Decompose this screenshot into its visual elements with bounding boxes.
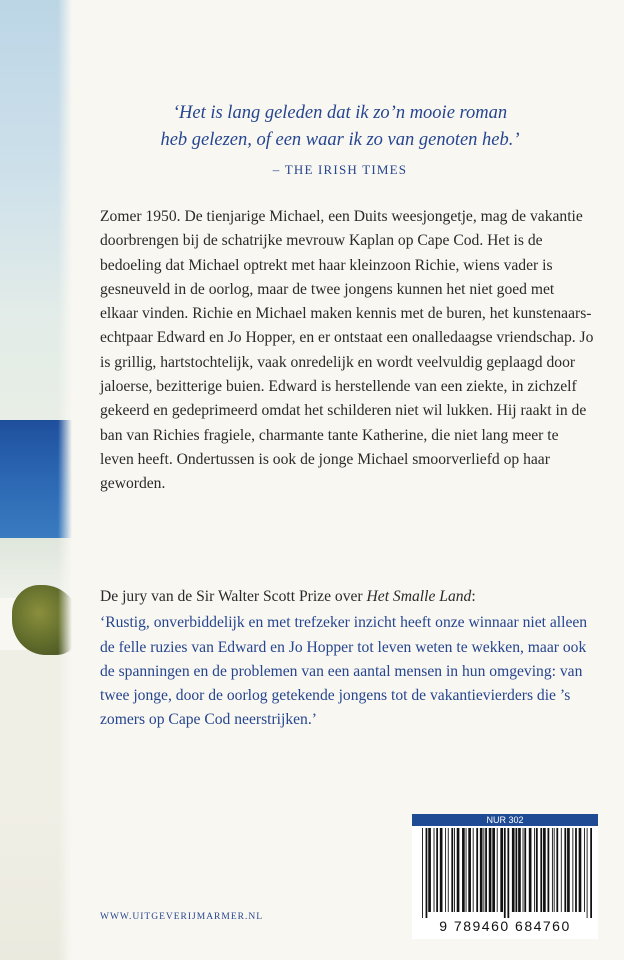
barcode-bar	[483, 828, 484, 912]
jury-colon: :	[471, 588, 476, 605]
isbn-barcode	[412, 814, 598, 939]
barcode-bar	[512, 828, 515, 912]
barcode-bar	[466, 828, 467, 912]
barcode-bar	[480, 828, 483, 912]
barcode-bar	[445, 828, 446, 912]
barcode-bar	[579, 828, 582, 912]
press-quote	[100, 100, 580, 183]
barcode-bar	[529, 828, 532, 912]
barcode-bar	[422, 828, 423, 918]
barcode-bar	[428, 828, 431, 912]
barcode-bar	[523, 828, 524, 912]
barcode-bar	[561, 828, 562, 912]
barcode-bar	[556, 828, 558, 912]
barcode-bar	[543, 828, 546, 912]
barcode-bar	[462, 828, 465, 912]
barcode-bar	[426, 828, 428, 918]
barcode-bar	[567, 828, 570, 912]
barcode-bar	[547, 828, 549, 912]
barcode-bar	[434, 828, 435, 912]
isbn-number: 9 789460 684760	[439, 918, 571, 934]
publisher-website: WWW.UITGEVERIJMARMER.NL	[100, 912, 264, 922]
jury-book-title: Het Smalle Land	[366, 588, 472, 605]
jury-quote: ‘Rustig, onverbiddelijk en met trefzeker inzicht heeft onze winnaar niet alleen de felle ruzies van Edward en Jo Hopper tot leven weten te wekken, maar ook de spanningen en de problemen van een aantal mensen in hun omgeving: van twee jonge, door de oorlog getekende jongens tot de vakantievierders die ’s zomers op Cape Cod neerstrijken.’	[100, 614, 588, 729]
barcode-bar	[572, 828, 573, 912]
barcode-bar	[492, 828, 495, 912]
barcode-bar	[457, 828, 460, 912]
blurb-paragraph: Zomer 1950. De tienjarige Michael, een Duits weesjongetje, mag de vakantie doorbrengen bij de schatrijke mevrouw Kaplan op Cape Cod. Het is de bedoeling dat Michael optrekt met haar kleinzoon Richie, wiens vader is gesneuveld in de oorlog, maar de twee jongens kunnen het niet goed met elkaar vinden. Richie en Michael maken kennis met de buren, het kunstenaars-echtpaar Edward en Jo Hopper, en er ontstaat een onalledaagse vriendschap. Jo is grillig, hartstochtelijk, vaak onredelijk en wordt veelvuldig geplaagd door jaloerse, bezitterige buien. Edward is herstellende van een ziekte, in zichzelf gekeerd en gedeprimeerd omdat het schilderen niet wil lukken. Hij raakt in de ban van Richies fragiele, charmante tante Katherine, die niet lang meer te leven heeft. Ondertussen is ook de jonge Michael smoorverliefd op haar geworden.	[100, 208, 594, 493]
barcode-bar	[590, 828, 592, 918]
barcode-bar	[507, 828, 509, 918]
barcode-bar	[473, 828, 474, 912]
nur-code: NUR 302	[412, 814, 598, 826]
barcode-bar	[515, 828, 517, 912]
barcode-bar	[554, 828, 555, 912]
barcode-bar	[448, 828, 449, 912]
painting-fade-edge	[58, 0, 72, 960]
barcode-bar	[504, 828, 506, 918]
barcode-bar	[518, 828, 521, 912]
barcode-bar	[564, 828, 566, 912]
barcode-bar	[524, 828, 526, 912]
jury-intro-line	[100, 585, 596, 609]
barcode-bar	[476, 828, 478, 912]
barcode-bar	[534, 828, 535, 912]
barcode-bar	[584, 828, 585, 912]
press-quote-source: – THE IRISH TIMES	[272, 162, 408, 177]
barcode-bar	[436, 828, 438, 912]
barcode-bar	[500, 828, 503, 912]
barcode-bar	[536, 828, 538, 912]
barcode-bar	[575, 828, 577, 912]
barcode-bars	[422, 828, 592, 918]
book-blurb	[100, 205, 596, 497]
jury-intro: De jury van de Sir Walter Scott Prize over	[100, 588, 367, 605]
barcode-bar	[451, 828, 453, 912]
barcode-bar	[540, 828, 542, 912]
press-quote-line-1: ‘Het is lang geleden dat ik zo’n mooie roman	[172, 103, 508, 123]
press-quote-line-2: heb gelezen, of een waar ik zo van genoten heb.’	[160, 130, 520, 150]
cover-painting-strip	[0, 0, 72, 960]
barcode-bar	[489, 828, 492, 912]
jury-section	[100, 585, 596, 733]
barcode-bar	[468, 828, 471, 912]
barcode-bar	[440, 828, 443, 912]
barcode-bar	[587, 828, 588, 918]
barcode-bar	[454, 828, 455, 912]
barcode-bar	[552, 828, 553, 912]
barcode-bar	[485, 828, 487, 912]
barcode-bar	[497, 828, 498, 912]
